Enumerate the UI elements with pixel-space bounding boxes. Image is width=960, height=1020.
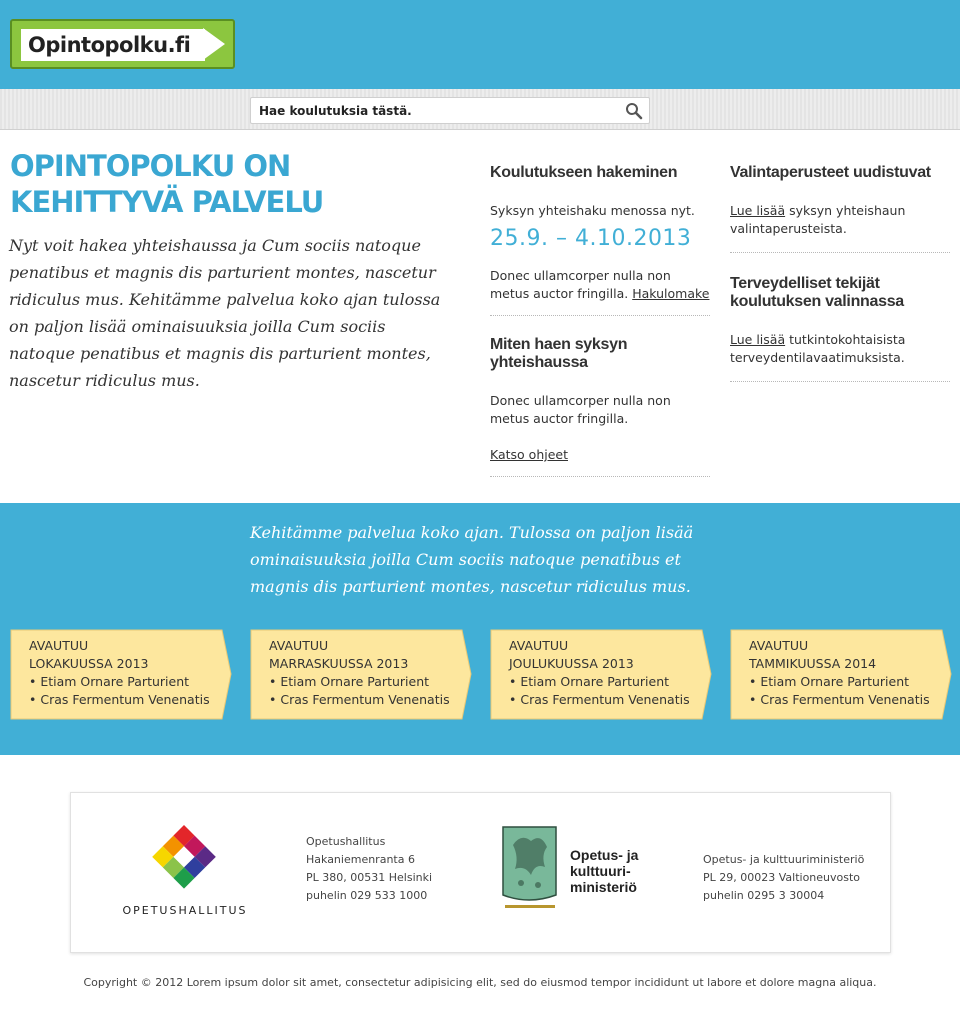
opetushallitus-name: OPETUSHALLITUS xyxy=(122,904,248,917)
ministry-name-line: kulttuuri- xyxy=(570,863,631,879)
section-link-row xyxy=(490,446,710,464)
card-line2: MARRASKUUSSA 2013 xyxy=(269,656,409,671)
ministry-name-line: Opetus- ja xyxy=(570,847,639,863)
copyright: Copyright © 2012 Lorem ipsum dolor sit amet, consectetur adipisicing elit, sed do eiusmod tempor incididunt ut labore et dolore magna aliqua. xyxy=(83,976,877,989)
section-title: Koulutukseen hakeminen xyxy=(490,164,678,181)
card-text xyxy=(269,637,459,709)
card-item: • Cras Fermentum Venenatis xyxy=(29,692,210,707)
card-text xyxy=(749,637,939,709)
ministry-address xyxy=(703,851,864,905)
card-item: • Etiam Ornare Parturient xyxy=(749,674,910,689)
section-text xyxy=(730,202,950,238)
logo-text: Opintopolku.fi xyxy=(28,33,191,57)
card-line1: AVAUTUU xyxy=(749,638,809,653)
address-line: Opetus- ja kulttuuriministeriö xyxy=(703,853,865,866)
roadmap-band xyxy=(0,503,960,755)
card-item: • Etiam Ornare Parturient xyxy=(509,674,670,689)
footer-partners xyxy=(70,792,891,953)
card-line1: AVAUTUU xyxy=(509,638,569,653)
opetushallitus-address xyxy=(306,833,432,905)
section-text-body: tutkintokohtaisista terveydentilavaatimuksista. xyxy=(730,332,906,365)
logo-arrow-icon xyxy=(203,28,225,60)
roadmap-card xyxy=(730,629,950,720)
card-item: • Cras Fermentum Venenatis xyxy=(749,692,930,707)
card-text xyxy=(29,637,219,709)
section-text: Donec ullamcorper nulla non metus auctor fringilla. xyxy=(490,393,671,426)
card-line2: JOULUKUUSSA 2013 xyxy=(509,656,634,671)
card-item: • Cras Fermentum Venenatis xyxy=(269,692,450,707)
address-line: PL 380, 00531 Helsinki xyxy=(306,871,433,884)
address-line: puhelin 029 533 1000 xyxy=(306,889,428,902)
card-line1: AVAUTUU xyxy=(29,638,89,653)
ministry-name-line: ministeriö xyxy=(570,879,637,895)
section-applying xyxy=(490,164,710,316)
card-line1: AVAUTUU xyxy=(269,638,329,653)
card-item: • Etiam Ornare Parturient xyxy=(269,674,430,689)
instructions-link[interactable]: Katso ohjeet xyxy=(490,447,568,462)
roadmap-card xyxy=(10,629,230,720)
roadmap-card xyxy=(250,629,470,720)
card-text xyxy=(509,637,699,709)
page-title-line2: KEHITTYVÄ PALVELU xyxy=(10,185,324,219)
section-health xyxy=(730,253,950,382)
search-band xyxy=(0,89,960,130)
section-title: Valintaperusteet uudistuvat xyxy=(730,164,931,181)
application-period: 25.9. – 4.10.2013 xyxy=(490,226,692,251)
search-input[interactable] xyxy=(251,98,611,123)
roadmap-quote: Kehitämme palvelua koko ajan. Tulossa on paljon lisää ominaisuuksia joilla Cum sociis natoque penatibus et magnis dis parturient montes, nascetur ridiculus mus. xyxy=(250,523,694,596)
address-line: puhelin 0295 3 30004 xyxy=(703,889,825,902)
opetushallitus-logo-icon[interactable] xyxy=(151,825,217,891)
section-criteria xyxy=(730,164,950,253)
section-text xyxy=(730,331,950,367)
application-form-link[interactable]: Hakulomake xyxy=(632,286,710,301)
card-item: • Etiam Ornare Parturient xyxy=(29,674,190,689)
section-title-line2: koulutuksen valinnassa xyxy=(730,293,904,310)
address-line: PL 29, 00023 Valtioneuvosto xyxy=(703,871,861,884)
read-more-link[interactable]: Lue lisää xyxy=(730,203,786,218)
logo-label-box xyxy=(21,29,205,61)
search-icon[interactable] xyxy=(623,100,645,122)
roadmap-card xyxy=(490,629,710,720)
address-line: Hakaniemenranta 6 xyxy=(306,853,415,866)
page-title xyxy=(10,148,430,220)
section-text-body: Donec ullamcorper nulla non metus auctor fringilla. xyxy=(490,268,671,301)
middle-column xyxy=(490,164,710,477)
section-text-body: syksyn yhteishaun valintaperusteista. xyxy=(730,203,906,236)
site-header xyxy=(0,0,960,89)
section-how-to-apply xyxy=(490,316,710,477)
section-text xyxy=(490,267,710,303)
section-title: Miten haen syksyn yhteishaussa xyxy=(490,336,628,371)
section-lead: Syksyn yhteishaku menossa nyt. xyxy=(490,203,695,218)
card-line2: TAMMIKUUSSA 2014 xyxy=(749,656,877,671)
ministry-emblem-icon[interactable] xyxy=(501,825,558,910)
page-title-line1: OPINTOPOLKU ON xyxy=(10,149,291,183)
section-title-line1: Terveydelliset tekijät xyxy=(730,275,880,292)
card-item: • Cras Fermentum Venenatis xyxy=(509,692,690,707)
site-logo[interactable] xyxy=(10,19,235,69)
search-box xyxy=(250,97,650,124)
read-more-link[interactable]: Lue lisää xyxy=(730,332,786,347)
address-line: Opetushallitus xyxy=(306,835,386,848)
card-line2: LOKAKUUSSA 2013 xyxy=(29,656,149,671)
section-title xyxy=(730,275,950,311)
ministry-name xyxy=(570,847,638,895)
intro-text: Nyt voit hakea yhteishaussa ja Cum sociis natoque penatibus et magnis dis parturient montes, nascetur ridiculus mus. Kehitämme palvelua koko ajan tulossa on paljon lisää ominaisuuksia joilla Cum sociis natoque penatibus et magnis dis parturient montes, nascetur ridiculus mus. xyxy=(9,236,441,390)
right-column xyxy=(730,164,950,382)
